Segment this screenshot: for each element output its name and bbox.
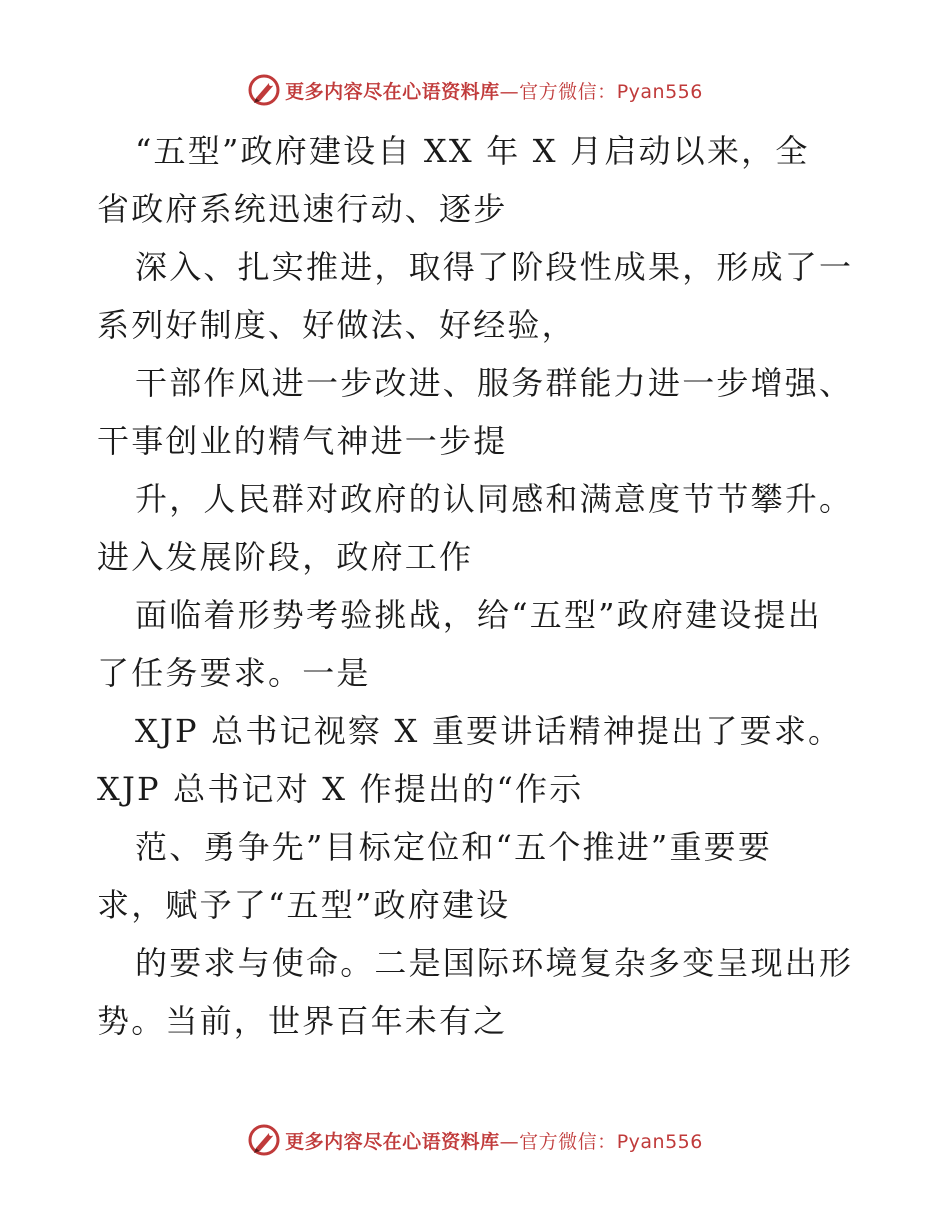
text-line: XJP 总书记对 X 作提出的“作示: [97, 770, 584, 808]
footer-banner-content: [247, 1123, 703, 1157]
text-line: 范、勇争先”目标定位和“五个推进”重要要: [135, 828, 773, 866]
text-line: 省政府系统迅速行动、逐步: [97, 190, 508, 228]
footer-wechat-id: Pyan556: [616, 1130, 703, 1153]
footer-wechat-label: 官方微信：: [519, 1130, 617, 1153]
header-wechat-id: Pyan556: [616, 80, 703, 103]
document-body: [97, 122, 857, 1050]
text-line: 干事创业的精气神进一步提: [97, 422, 508, 460]
text-line: 了任务要求。一是: [97, 654, 371, 692]
pen-circle-icon: [247, 73, 281, 107]
pen-circle-icon: [247, 1123, 281, 1157]
header-text: [285, 77, 703, 104]
header-site-name: 更多内容尽在心语资料库: [285, 80, 500, 103]
text-line: “五型”政府建设自 XX 年 X 月启动以来，全: [135, 132, 810, 170]
text-line: 升，人民群对政府的认同感和满意度节节攀升。: [135, 480, 854, 518]
header-banner: [0, 70, 950, 110]
text-line: 求，赋予了“五型”政府建设: [97, 886, 511, 924]
footer-text: [285, 1127, 703, 1154]
text-line: 面临着形势考验挑战，给“五型”政府建设提出: [135, 596, 822, 634]
text-line: 干部作风进一步改进、服务群能力进一步增强、: [135, 364, 854, 402]
footer-site-name: 更多内容尽在心语资料库: [285, 1130, 500, 1153]
text-line: XJP 总书记视察 X 重要讲话精神提出了要求。: [135, 712, 843, 750]
footer-separator: —: [499, 1130, 520, 1153]
header-banner-content: [247, 73, 703, 107]
text-line: 势。当前，世界百年未有之: [97, 1002, 508, 1040]
text-line: 的要求与使命。二是国际环境复杂多变呈现出形: [135, 944, 854, 982]
header-wechat-label: 官方微信：: [519, 80, 617, 103]
text-line: 深入、扎实推进，取得了阶段性成果，形成了一: [135, 248, 854, 286]
header-separator: —: [499, 80, 520, 103]
text-line: 进入发展阶段，政府工作: [97, 538, 474, 576]
text-line: 系列好制度、好做法、好经验，: [97, 306, 576, 344]
footer-banner: [0, 1120, 950, 1160]
